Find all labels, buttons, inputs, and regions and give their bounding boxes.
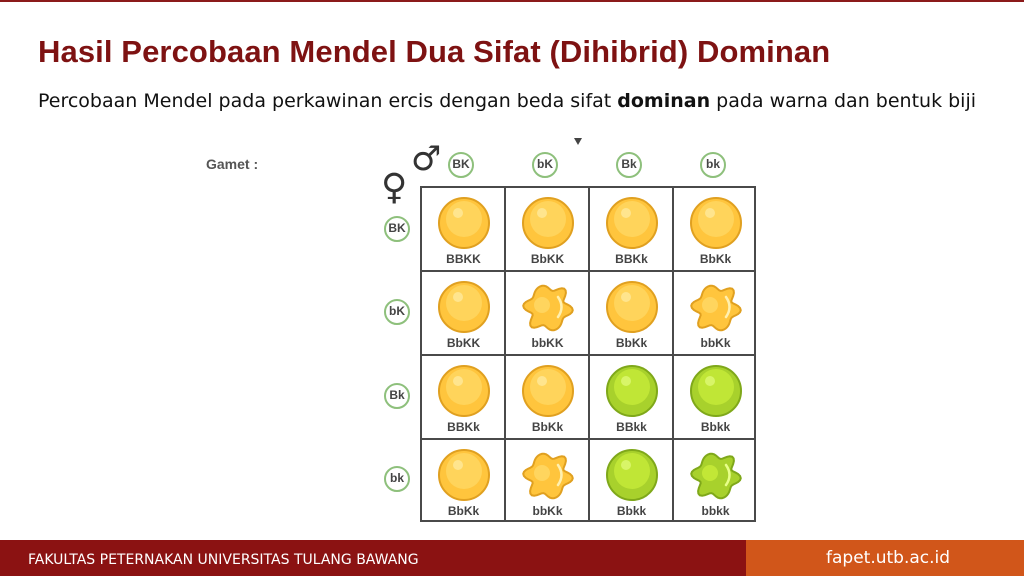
yellow-round-seed-icon (436, 363, 492, 419)
punnett-cell (422, 188, 505, 271)
yellow-round-seed-icon (604, 279, 660, 335)
page-title: Hasil Percobaan Mendel Dua Sifat (Dihibrid) Dominan (38, 34, 831, 69)
footer-website-text: fapet.utb.ac.id (826, 548, 951, 568)
punnett-cell (674, 272, 757, 355)
punnett-cell (422, 356, 505, 439)
female-gamete-4: bk (384, 466, 410, 492)
female-symbol-icon: ♀ (381, 167, 408, 208)
footer-faculty-text: FAKULTAS PETERNAKAN UNIVERSITAS TULANG BAWANG (28, 552, 419, 568)
genotype-label: BbKK (446, 336, 481, 350)
green-round-seed-icon (688, 363, 744, 419)
subtitle-bold-word: dominan (617, 90, 711, 112)
punnett-cell (506, 272, 589, 355)
genotype-label: BbKk (699, 252, 732, 266)
genotype-label: BbKK (530, 252, 565, 266)
genotype-label: BbKk (615, 336, 648, 350)
subtitle-text-end: pada warna dan bentuk biji (710, 90, 977, 112)
footer-website-box (746, 540, 1024, 576)
yellow-wrinkled-seed-icon (520, 279, 576, 335)
punnett-cell (422, 272, 505, 355)
genotype-label: BBkk (616, 420, 647, 434)
genotype-label: bbKk (532, 504, 563, 518)
punnett-cell (590, 272, 673, 355)
female-gamete-1: BK (384, 216, 410, 242)
yellow-round-seed-icon (688, 195, 744, 251)
punnett-cell (590, 188, 673, 271)
yellow-round-seed-icon (520, 195, 576, 251)
punnett-cell (506, 188, 589, 271)
page-subtitle (38, 88, 978, 115)
punnett-cell (590, 440, 673, 523)
punnett-cell (422, 440, 505, 523)
genotype-label: bbKK (531, 336, 564, 350)
male-gamete-2: bK (532, 152, 558, 178)
male-symbol-icon: ♂ (411, 139, 442, 179)
genotype-label: Bbkk (700, 420, 731, 434)
green-wrinkled-seed-icon (688, 447, 744, 503)
yellow-round-seed-icon (436, 279, 492, 335)
yellow-round-seed-icon (520, 363, 576, 419)
yellow-round-seed-icon (436, 447, 492, 503)
female-gamete-2: bK (384, 299, 410, 325)
gamet-label: Gamet : (206, 156, 259, 172)
genotype-label: BBKk (615, 252, 648, 266)
punnett-cell (674, 440, 757, 523)
punnett-square (420, 186, 756, 522)
yellow-round-seed-icon (436, 195, 492, 251)
top-border-line (0, 0, 1024, 2)
punnett-cell (674, 188, 757, 271)
genotype-label: BBKK (446, 252, 481, 266)
male-gamete-3: Bk (616, 152, 642, 178)
punnett-cell (506, 356, 589, 439)
yellow-round-seed-icon (604, 195, 660, 251)
genotype-label: BbKk (531, 420, 564, 434)
yellow-wrinkled-seed-icon (688, 279, 744, 335)
genotype-label: bbkk (701, 504, 730, 518)
genotype-label: BbKk (447, 504, 480, 518)
green-round-seed-icon (604, 363, 660, 419)
genotype-label: BBKk (447, 420, 480, 434)
cursor-arrow-icon (574, 138, 582, 145)
male-gamete-1: BK (448, 152, 474, 178)
female-gamete-3: Bk (384, 383, 410, 409)
genotype-label: bbKk (700, 336, 731, 350)
punnett-cell (506, 440, 589, 523)
punnett-cell (674, 356, 757, 439)
genotype-label: Bbkk (616, 504, 647, 518)
male-gamete-4: bk (700, 152, 726, 178)
green-round-seed-icon (604, 447, 660, 503)
yellow-wrinkled-seed-icon (520, 447, 576, 503)
subtitle-text-start: Percobaan Mendel pada perkawinan ercis dengan beda sifat (38, 90, 618, 112)
punnett-cell (590, 356, 673, 439)
footer-bar (0, 540, 746, 576)
